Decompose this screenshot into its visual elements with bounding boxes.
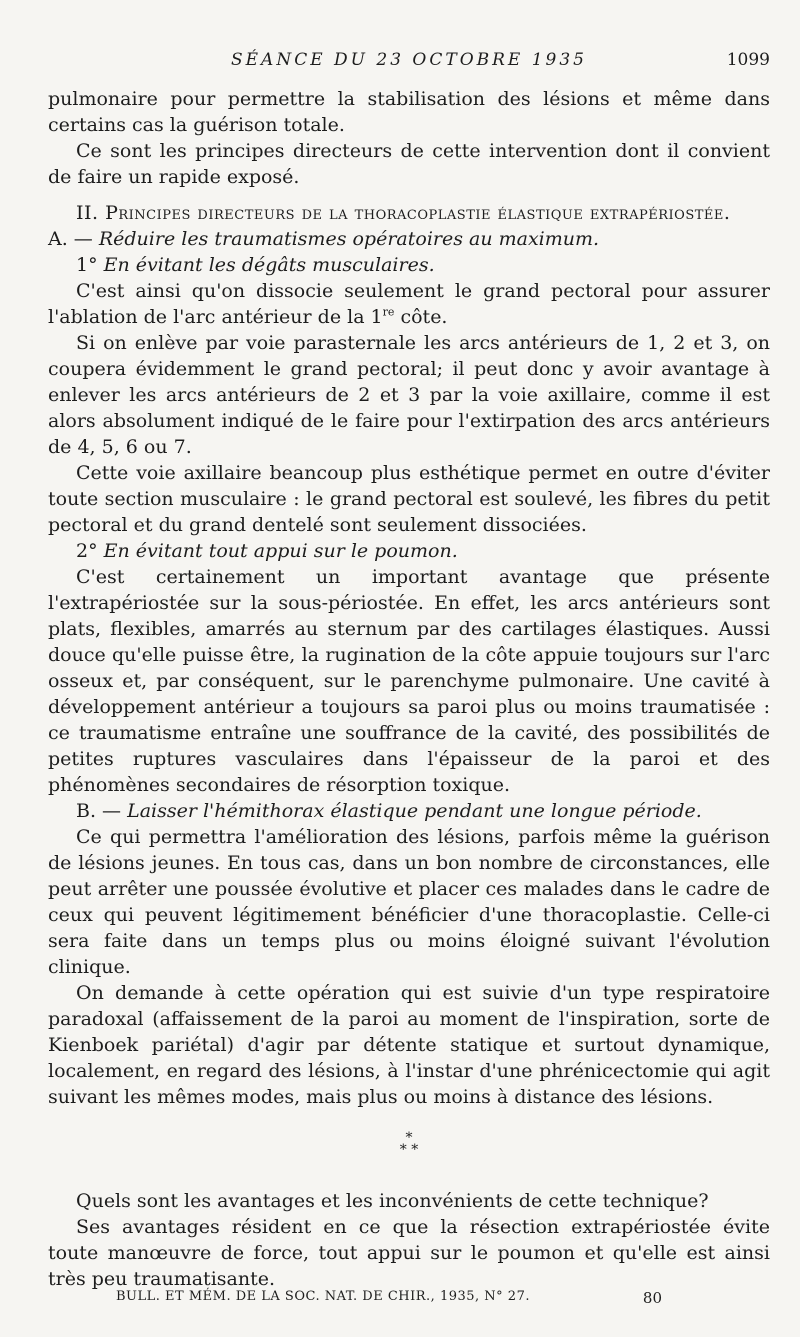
page-number: 1099 xyxy=(726,50,770,70)
signature-mark: 80 xyxy=(642,1289,662,1307)
superscript: re xyxy=(382,305,395,319)
paragraph: Si on enlève par voie parasternale les arcs antérieurs de 1, 2 et 3, on coupera évidemment le grand pectoral; il peut donc y avoir avantage à enlever les arcs antérieurs de 2 et 3 par la voie axillaire, comme il est alors absolument indiqué de le faire pour l'extirpation des arcs antérieurs de 4, 5, 6 ou 7. xyxy=(48,332,770,458)
running-title: SÉANCE DU 23 OCTOBRE 1935 xyxy=(230,50,587,70)
separator-asterisk: * xyxy=(405,1130,413,1146)
subsection-a xyxy=(48,226,770,252)
journal-citation: BULL. ET MÉM. DE LA SOC. NAT. DE CHIR., 1935, N° 27. xyxy=(116,1289,530,1304)
paragraph: C'est certainement un important avantage que présente l'extrapériostée sur la sous-périostée. En effet, les arcs antérieurs sont plats, flexibles, amarrés au sternum par des cartilages élastiques. Aussi douce qu'elle puisse être, la rugination de la côte appuie toujours sur l'arc osseux et, par conséquent, sur le parenchyme pulmonaire. Une cavité à développement antérieur a toujours sa paroi plus ou moins traumatisée : ce traumatisme entraîne une souffrance de la cavité, des possibilités de petites ruptures vasculaires dans l'épaisseur de la paroi et des phénomènes secondaires de résorption toxique. xyxy=(48,566,770,796)
item-1-number: 1° xyxy=(76,254,98,276)
item-2-title: En évitant tout appui sur le poumon. xyxy=(103,540,458,562)
subsection-a-prefix: A. — xyxy=(48,228,99,250)
section-heading: II. Principes directeurs de la thoracoplastie élastique extrapériostée. xyxy=(76,202,731,224)
paragraph: On demande à cette opération qui est suivie d'un type respiratoire paradoxal (affaissement de la paroi au moment de l'inspiration, sorte de Kienboek pariétal) d'agir par détente statique et surtout dynamique, localement, en regard des lésions, à l'instar d'une phrénicectomie qui agit suivant les mêmes modes, mais plus ou moins à distance des lésions. xyxy=(48,982,770,1108)
page-footer xyxy=(48,1289,770,1313)
item-1-heading xyxy=(48,252,770,278)
paragraph: Ce qui permettra l'amélioration des lésions, parfois même la guérison de lésions jeunes. En tous cas, dans un bon nombre de circonstances, elle peut arrêter une poussée évolutive et placer ces malades dans le cadre de ceux qui peuvent légitimement bénéficier d'une thoracoplastie. Celle-ci sera faite dans un temps plus ou moins éloigné suivant l'évolution clinique. xyxy=(48,826,770,978)
paragraph: Ce sont les principes directeurs de cette intervention dont il convient de faire un rapide exposé. xyxy=(48,140,770,188)
item-2-heading xyxy=(48,538,770,564)
section-separator xyxy=(48,1110,770,1188)
paragraph: Quels sont les avantages et les inconvénients de cette technique? xyxy=(76,1190,709,1212)
subsection-b-title: Laisser l'hémithorax élastique pendant une longue période. xyxy=(127,800,702,822)
paragraph: Cette voie axillaire beancoup plus esthétique permet en outre d'éviter toute section musculaire : le grand pectoral est soulevé, les fibres du petit pectoral et du grand dentelé sont seulement dissociées. xyxy=(48,462,770,536)
article-body xyxy=(48,86,770,1292)
subsection-b xyxy=(48,798,770,824)
page-header xyxy=(48,50,770,76)
separator-asterisks: * * xyxy=(399,1142,419,1158)
paragraph xyxy=(48,278,770,330)
paragraph: pulmonaire pour permettre la stabilisation des lésions et même dans certains cas la guérison totale. xyxy=(48,88,770,136)
paragraph-text: C'est ainsi qu'on dissocie seulement le grand pectoral pour assurer l'ablation de l'arc antérieur de la 1 xyxy=(48,280,770,328)
subsection-a-title: Réduire les traumatismes opératoires au maximum. xyxy=(98,228,600,250)
subsection-b-prefix: B. — xyxy=(76,800,128,822)
paragraph-text: côte. xyxy=(394,306,448,328)
item-1-title: En évitant les dégâts musculaires. xyxy=(103,254,435,276)
item-2-number: 2° xyxy=(76,540,98,562)
paragraph: Ses avantages résident en ce que la résection extrapériostée évite toute manœuvre de force, tout appui sur le poumon et qu'elle est ainsi très peu traumatisante. xyxy=(48,1216,770,1290)
